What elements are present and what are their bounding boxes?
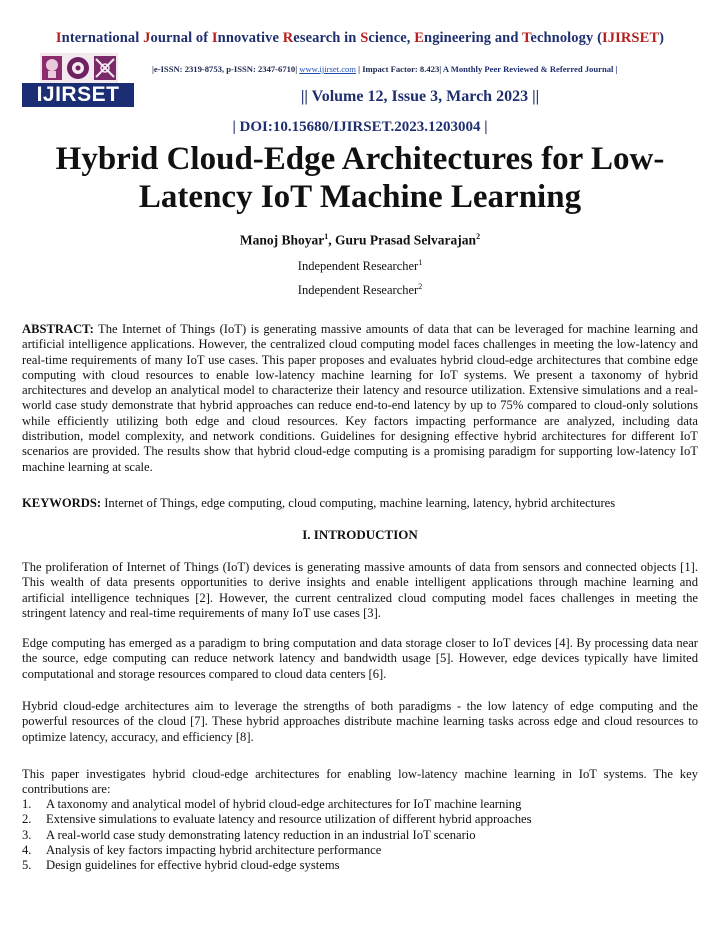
author-separator: ,: [328, 232, 336, 248]
paper-title: [30, 140, 690, 216]
journal-part-7: IJIRSET): [602, 30, 665, 46]
review-note: A Monthly Peer Reviewed & Referred Journal |: [442, 64, 618, 74]
affiliation-1-sup: 1: [418, 258, 423, 267]
list-item-text: Design guidelines for effective hybrid cloud-edge systems: [46, 858, 340, 873]
list-item: [22, 858, 698, 873]
intro-paragraph-3: Hybrid cloud-edge architectures aim to leverage the strengths of both paradigms - the low latency of edge computing and the powerful resources of the cloud [7]. These hybrid approaches distribute machine learning tasks across edge and cloud resources to optimize latency, accuracy, and efficiency [8].: [22, 699, 698, 744]
journal-part-4: Science,: [360, 30, 415, 46]
list-item: [22, 828, 698, 843]
issn-text: |e-ISSN: 2319-8753, p-ISSN: 2347-6710|: [152, 64, 300, 74]
impact-factor: | Impact Factor: 8.423|: [356, 64, 443, 74]
doi: | DOI:10.15680/IJIRSET.2023.1203004 |: [232, 119, 488, 135]
list-item-number: 4.: [22, 842, 32, 857]
list-item-text: Extensive simulations to evaluate latency and resource utilization of different hybrid approaches: [46, 812, 532, 827]
logo-emblem-icon: [40, 53, 118, 83]
journal-part-5: Engineering and: [414, 30, 522, 46]
author-2: Guru Prasad Selvarajan: [335, 232, 477, 248]
list-item-number: 3.: [22, 827, 32, 842]
keywords-text: Internet of Things, edge computing, cloud computing, machine learning, latency, hybrid architectures: [101, 496, 616, 510]
affiliation-2-text: Independent Researcher: [297, 283, 419, 298]
issn-line: [152, 64, 617, 74]
paper-title-line-2: Latency IoT Machine Learning: [138, 179, 582, 215]
journal-part-1: Journal of: [143, 30, 212, 46]
keywords-label: KEYWORDS:: [22, 496, 102, 510]
list-item: [22, 797, 698, 812]
affiliation-2-sup: 2: [418, 282, 423, 291]
affiliation-1-text: Independent Researcher: [297, 259, 419, 274]
keywords: [22, 496, 698, 511]
intro-paragraph-4: This paper investigates hybrid cloud-edge architectures for enabling low-latency machine learning in IoT systems. The key contributions are:: [22, 767, 698, 797]
logo-wordmark: IJIRSET: [22, 83, 134, 107]
volume-issue: || Volume 12, Issue 3, March 2023 ||: [300, 88, 540, 105]
paper-title-line-1: Hybrid Cloud-Edge Architectures for Low-: [55, 141, 665, 177]
journal-part-3: Research in: [282, 30, 361, 46]
journal-part-2: Innovative: [211, 30, 283, 46]
journal-part-6: Technology (: [521, 30, 603, 46]
affiliation-2: [0, 282, 720, 298]
author-2-sup: 2: [476, 232, 481, 241]
author-1: Manoj Bhoyar: [239, 232, 325, 248]
list-item: [22, 843, 698, 858]
list-item-number: 2.: [22, 812, 32, 827]
journal-title: [0, 30, 720, 47]
affiliation-1: [0, 258, 720, 274]
list-item: [22, 812, 698, 827]
abstract-label: ABSTRACT:: [22, 322, 94, 336]
authors: [0, 232, 720, 249]
contributions-list: [22, 797, 698, 873]
journal-website-link[interactable]: www.ijirset.com: [299, 64, 356, 74]
list-item-text: A real-world case study demonstrating latency reduction in an industrial IoT scenario: [46, 827, 476, 842]
intro-paragraph-1: The proliferation of Internet of Things (IoT) devices is generating massive amounts of data from sensors and connected objects [1]. This wealth of data presents opportunities to derive insights and enable intelligent applications through machine learning and artificial intelligence techniques [2]. However, the current centralized cloud computing model faces challenges in meeting the stringent latency and real-time requirements of many IoT use cases [3].: [22, 560, 698, 620]
abstract-text: The Internet of Things (IoT) is generating massive amounts of data that can be leveraged for machine learning and artificial intelligence applications. However, the centralized cloud computing model faces challenges in meeting the low-latency and real-time requirements of many IoT use cases. This paper proposes and evaluates hybrid cloud-edge architectures that combine edge computing with cloud resources to enable low-latency machine learning for IoT systems. We present a taxonomy of hybrid architectures and develop an analytical model to characterize their latency and resource utilization. Extensive simulations and a real-world case study demonstrate that hybrid approaches can reduce end-to-end latency by up to 75% compared to cloud-only solutions while efficiently utilizing both edge and cloud resources. Key factors impacting performance are analyzed, including data distribution, model complexity, and network conditions. Guidelines for designing effective hybrid architectures for different IoT scenarios are provided. The results show that hybrid cloud-edge computing is a promising paradigm for supporting low-latency IoT machine learning at scale.: [22, 322, 698, 474]
journal-logo: [22, 53, 134, 109]
intro-paragraph-2: Edge computing has emerged as a paradigm to bring computation and data storage closer to IoT devices [4]. By processing data near the source, edge computing can reduce network latency and bandwidth usage [5]. However, edge devices typically have limited computational and storage resources compared to cloud data centers [6].: [22, 636, 698, 681]
abstract: [22, 322, 698, 475]
list-item-text: Analysis of key factors impacting hybrid architecture performance: [46, 842, 382, 857]
author-1-sup: 1: [324, 232, 329, 241]
list-item-text: A taxonomy and analytical model of hybrid cloud-edge architectures for IoT machine learning: [46, 797, 522, 811]
list-item-number: 1.: [22, 797, 32, 811]
section-heading-introduction: I. INTRODUCTION: [302, 527, 418, 542]
list-item-number: 5.: [22, 858, 32, 873]
journal-part-0: International: [55, 30, 144, 46]
